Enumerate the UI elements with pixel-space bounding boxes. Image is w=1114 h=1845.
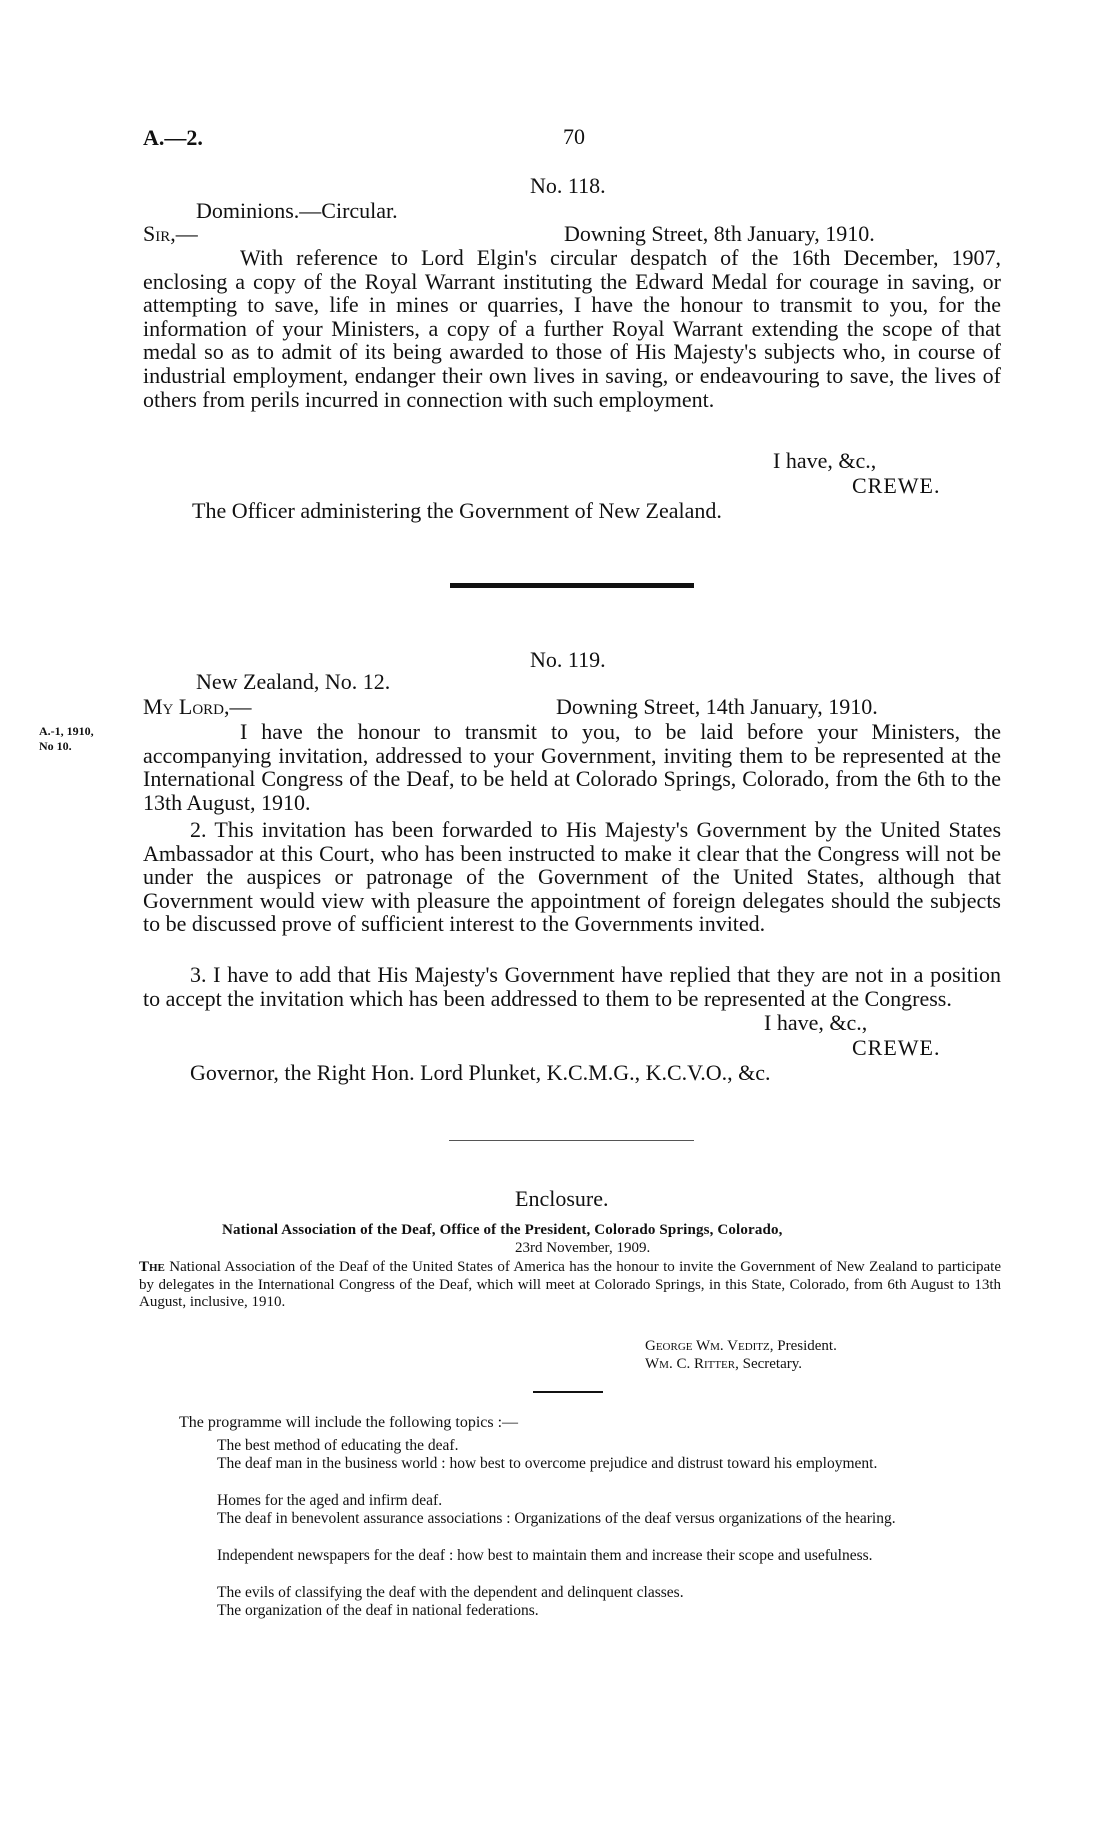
letter-paragraph: 2. This invitation has been forwarded to His Majesty's Government by the United States Ambassador at this Court, who has been instructed to make it clear that the Congress will not be under the auspices or patronage of the Government of the United States, although that Government would view with pleasure the appointment of foreign delegates should the subjects to be discussed prove of sufficient interest to the Governments invited. <box>143 817 1001 937</box>
enclosure-date: 23rd November, 1909. <box>515 1240 651 1256</box>
enclosure-body <box>139 1259 1001 1312</box>
enclosure-signatory <box>645 1338 837 1356</box>
programme-topic: Independent newspapers for the deaf : how best to maintain them and increase their scope and usefulness. <box>217 1547 873 1564</box>
page-number: 70 <box>563 124 585 149</box>
letter-signature: CREWE. <box>852 1035 941 1060</box>
margin-reference: No 10. <box>39 739 72 753</box>
letter-series: New Zealand, No. 12. <box>196 669 391 694</box>
programme-topic <box>217 1455 999 1473</box>
document-reference: A.—2. <box>143 125 203 150</box>
signatory-role: Secretary. <box>742 1356 803 1372</box>
letter-closing: I have, &c., <box>773 448 877 473</box>
letter-closing: I have, &c., <box>764 1010 868 1035</box>
programme-intro: The programme will include the following topics :— <box>179 1414 519 1431</box>
signatory-name: George Wm. Veditz, <box>645 1338 774 1354</box>
letter-place-date: Downing Street, 8th January, 1910. <box>564 221 875 246</box>
programme-topic: The deaf in benevolent assurance associations : Organizations of the deaf versus organizations of the hearing. <box>217 1510 896 1527</box>
topic-text: The deaf man in the business world : how best to overcome prejudice and distrust toward his employment. <box>217 1455 878 1472</box>
letter-paragraph: I have the honour to transmit to you, to be laid before your Ministers, the accompanying invitation, addressed to your Government, inviting them to be represented at the International Congress of the Deaf, to be held at Colorado Springs, Colorado, from the 6th to the 13th August, 1910. <box>143 719 1001 815</box>
signatory-role: President. <box>777 1338 837 1354</box>
enclosure-signatory <box>645 1356 802 1374</box>
letter-addressee: Governor, the Right Hon. Lord Plunket, K.C.M.G., K.C.V.O., &c. <box>190 1060 771 1085</box>
letter-addressee: The Officer administering the Government of New Zealand. <box>192 498 722 523</box>
margin-reference: A.-1, 1910, <box>39 724 94 738</box>
letter-body: With reference to Lord Elgin's circular despatch of the 16th December, 1907, enclosing a copy of the Royal Warrant instituting the Edward Medal for courage in saving, or attempting to save, life in mines or quarries, I have the honour to transmit to you, for the information of your Ministers, a copy of a further Royal Warrant extending the scope of that medal so as to admit of its being awarded to those of His Majesty's subjects who, in course of industrial employment, endanger their own lives in saving, or endeavouring to save, the lives of others from perils incurred in connection with such employment. <box>143 245 1001 412</box>
letter-salutation: Sir,— <box>143 221 198 246</box>
programme-topic: The best method of educating the deaf. <box>217 1437 459 1454</box>
letter-salutation: My Lord,— <box>143 694 252 719</box>
letter-series: Dominions.—Circular. <box>196 198 398 223</box>
enclosure-title: Enclosure. <box>515 1186 609 1211</box>
enclosure-from: National Association of the Deaf, Office of the President, Colorado Springs, Colorado, <box>222 1222 783 1238</box>
letter-number: No. 118. <box>530 173 606 198</box>
programme-topic: The evils of classifying the deaf with the dependent and delinquent classes. <box>217 1584 684 1601</box>
letter-signature: CREWE. <box>852 473 941 498</box>
section-divider <box>450 583 694 588</box>
letter-place-date: Downing Street, 14th January, 1910. <box>556 694 878 719</box>
letter-number: No. 119. <box>530 647 606 672</box>
enclosure-body-text: National Association of the Deaf of the United States of America has the honour to invite the Government of New Zealand to participate by delegates in the International Congress of the Deaf, which will meet at Colorado Springs, in this State, Colorado, from 6th August to 13th August, inclusive, 1910. <box>139 1259 1001 1310</box>
programme-topic: Homes for the aged and infirm deaf. <box>217 1492 443 1509</box>
signatory-name: Wm. C. Ritter, <box>645 1356 739 1372</box>
letter-paragraph: 3. I have to add that His Majesty's Government have replied that they are not in a position to accept the invitation which has been addressed to them to be represented at the Congress. <box>143 962 1001 1011</box>
enclosure-body-lead: The <box>139 1259 165 1275</box>
section-divider <box>533 1391 603 1393</box>
programme-topic: The organization of the deaf in national federations. <box>217 1602 539 1619</box>
section-divider <box>449 1140 694 1141</box>
